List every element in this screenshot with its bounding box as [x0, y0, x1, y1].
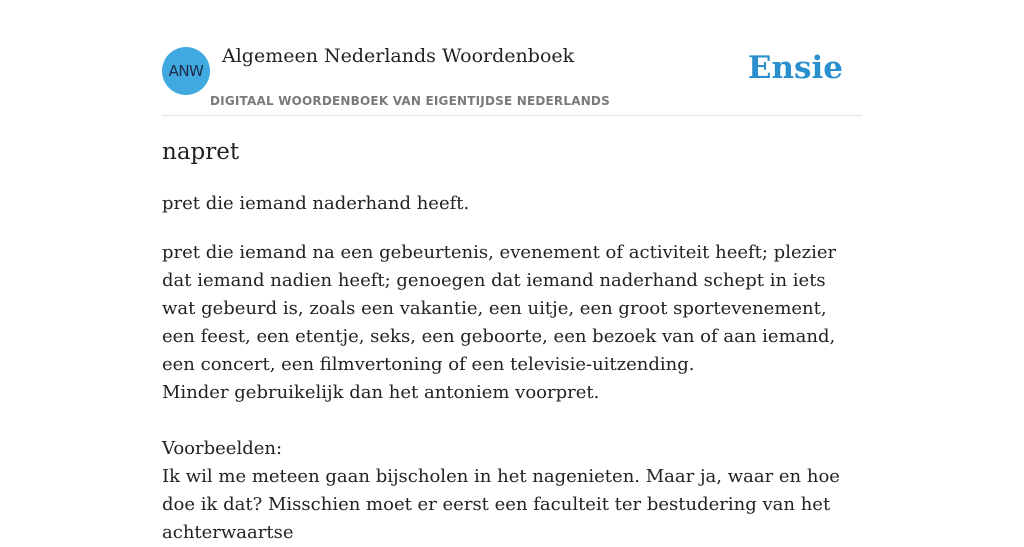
examples-label: Voorbeelden: — [162, 438, 283, 459]
short-definition: pret die iemand naderhand heeft. — [162, 193, 470, 214]
site-header — [162, 0, 862, 116]
logo-text: ANW — [168, 62, 204, 80]
usage-note: Minder gebruikelijk dan het antoniem voorpret. — [162, 382, 600, 403]
paragraph-spacer — [162, 407, 862, 435]
site-title[interactable]: Algemeen Nederlands Woordenboek — [222, 45, 575, 67]
anw-logo[interactable] — [162, 47, 210, 95]
ensie-brand-link[interactable]: Ensie — [747, 50, 843, 86]
long-definition: pret die iemand na een gebeurtenis, evenement of activiteit heeft; plezier dat iemand nadien heeft; genoegen dat iemand naderhand schept in iets wat gebeurd is, zoals een vakantie, een uitje, een groot sportevenement, een feest, een etentje, seks, een geboorte, een bezoek van of aan iemand, een concert, een filmvertoning of een televisie-uitzending. — [162, 242, 837, 375]
site-subtitle: DIGITAAL WOORDENBOEK VAN EIGENTIJDSE NEDERLANDS — [210, 94, 610, 108]
entry-body — [162, 239, 862, 547]
entry-headword: napret — [162, 139, 240, 165]
example-text: Ik wil me meteen gaan bijscholen in het nagenieten. Maar ja, waar en hoe doe ik dat? Misschien moet er eerst een faculteit ter bestudering van het achterwaartse — [162, 466, 840, 543]
main-content — [162, 0, 862, 543]
